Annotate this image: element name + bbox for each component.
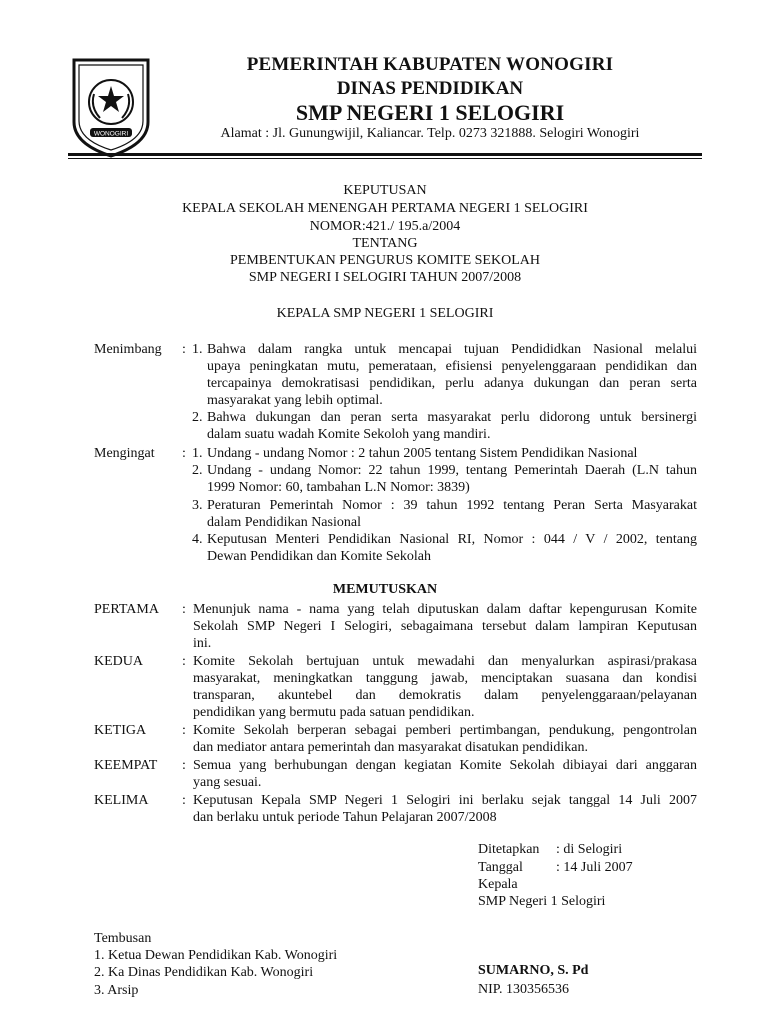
mengingat-item-1: Undang - undang Nomor : 2 tahun 2005 tentang Sistem Pendidikan Nasional xyxy=(207,446,638,461)
menimbang-item-2: Bahwa dukungan dan peran serta masyarakat perlu didorong untuk bersinergi dalam suatu wadah Komite Sekoloh yang mandiri. xyxy=(207,410,697,442)
header-address: Alamat : Jl. Gunungwijil, Kaliancar. Telp. 0273 321888. Selogiri Wonogiri xyxy=(220,126,640,141)
header-government: PEMERINTAH KABUPATEN WONOGIRI xyxy=(246,54,614,75)
kedua-colon: : xyxy=(182,654,186,669)
wonogiri-emblem-logo xyxy=(70,52,152,158)
ketiga-colon: : xyxy=(182,723,186,738)
title-issuer: KEPALA SEKOLAH MENENGAH PERTAMA NEGERI 1 SELOGIRI xyxy=(182,201,588,216)
signatory-title: Kepala xyxy=(478,877,518,892)
kelima-text: Keputusan Kepala SMP Negeri 1 Selogiri ini berlaku sejak tanggal 14 Juli 2007 dan berlaku untuk periode Tahun Pelajaran 2007/2008 xyxy=(193,793,697,825)
mengingat-num-2: 2. xyxy=(192,463,203,478)
keempat-label: KEEMPAT xyxy=(94,758,158,773)
pertama-text: Menunjuk nama - nama yang telah diputuskan dalam daftar kepengurusan Komite Sekolah SMP Negeri I Selogiri, sebagaimana tersebut dalam lampiran Keputusan ini. xyxy=(193,602,697,651)
pertama-label: PERTAMA xyxy=(94,602,159,617)
tembusan-item-1: 1. Ketua Dewan Pendidikan Kab. Wonogiri xyxy=(94,948,338,963)
letterhead-rule-thin xyxy=(68,158,702,159)
memutuskan-heading: MEMUTUSKAN xyxy=(332,582,438,597)
title-keputusan: KEPUTUSAN xyxy=(343,183,427,198)
ditetapkan-value: : di Selogiri xyxy=(556,842,623,857)
signatory-nip: NIP. 130356536 xyxy=(478,982,570,997)
keempat-colon: : xyxy=(182,758,186,773)
logo-text: WONOGIRI xyxy=(93,130,129,138)
menimbang-item-1: Bahwa dalam rangka untuk mencapai tujuan Pendididkan Nasional melalui upaya peningkatan mutu, pemerataan, efisiensi penyelenggaraan pendidikan dan tercapainya demokratisasi pendidikan, perlu adanya dukungan dan peran serta masyarakat yang lebih optimal. xyxy=(207,342,697,408)
ketiga-label: KETIGA xyxy=(94,723,147,738)
ditetapkan-label: Ditetapkan xyxy=(478,842,540,857)
title-tentang: TENTANG xyxy=(352,236,418,251)
pertama-colon: : xyxy=(182,602,186,617)
tanggal-value: : 14 Juli 2007 xyxy=(556,860,633,875)
mengingat-colon: : xyxy=(182,446,186,461)
tembusan-item-2: 2. Ka Dinas Pendidikan Kab. Wonogiri xyxy=(94,965,314,980)
title-head: KEPALA SMP NEGERI 1 SELOGIRI xyxy=(276,306,494,321)
header-department: DINAS PENDIDIKAN xyxy=(336,78,524,99)
mengingat-num-4: 4. xyxy=(192,532,203,547)
mengingat-item-3: Peraturan Pemerintah Nomor : 39 tahun 1992 tentang Peran Serta Masyarakat dalam Pendidikan Nasional xyxy=(207,498,697,530)
keempat-text: Semua yang berhubungan dengan kegiatan Komite Sekolah dibiayai dari anggaran yang sesuai. xyxy=(193,758,697,790)
mengingat-label: Mengingat xyxy=(94,446,155,461)
kedua-text: Komite Sekolah bertujuan untuk mewadahi dan menyalurkan aspirasi/prakasa masyarakat, meningkatkan tanggung jawab, menciptakan suasana dan kondisi transparan, akuntebel dan demokratis dalam penyelenggaraan/pelayanan pendidikan yang bermutu pada satuan pendidikan. xyxy=(193,654,697,720)
menimbang-num-2: 2. xyxy=(192,410,203,425)
letterhead-rule-thick xyxy=(68,153,702,156)
signatory-name: SUMARNO, S. Pd xyxy=(478,963,589,978)
kelima-label: KELIMA xyxy=(94,793,149,808)
tembusan-title: Tembusan xyxy=(94,931,152,946)
title-number: NOMOR:421./ 195.a/2004 xyxy=(309,219,461,234)
title-subject-year: SMP NEGERI I SELOGIRI TAHUN 2007/2008 xyxy=(248,270,522,285)
mengingat-num-1: 1. xyxy=(192,446,203,461)
menimbang-num-1: 1. xyxy=(192,342,203,357)
signatory-school: SMP Negeri 1 Selogiri xyxy=(478,894,606,909)
tembusan-item-3: 3. Arsip xyxy=(94,983,139,998)
kelima-colon: : xyxy=(182,793,186,808)
tanggal-label: Tanggal xyxy=(478,860,523,875)
menimbang-colon: : xyxy=(182,342,186,357)
kedua-label: KEDUA xyxy=(94,654,143,669)
mengingat-item-2: Undang - undang Nomor: 22 tahun 1999, tentang Pemerintah Daerah (L.N tahun 1999 Nomor: 60, tambahan L.N Nomor: 3839) xyxy=(207,463,697,495)
mengingat-item-4: Keputusan Menteri Pendidikan Nasional RI, Nomor : 044 / V / 2002, tentang Dewan Pendidikan dan Komite Sekolah xyxy=(207,532,697,564)
header-school: SMP NEGERI 1 SELOGIRI xyxy=(295,100,565,125)
mengingat-num-3: 3. xyxy=(192,498,203,513)
title-subject: PEMBENTUKAN PENGURUS KOMITE SEKOLAH xyxy=(230,253,540,268)
ketiga-text: Komite Sekolah berperan sebagai pemberi pertimbangan, pendukung, pengontrolan dan mediator antara pemerintah dan masyarakat disatukan pendidikan. xyxy=(193,723,697,755)
menimbang-label: Menimbang xyxy=(94,342,162,357)
